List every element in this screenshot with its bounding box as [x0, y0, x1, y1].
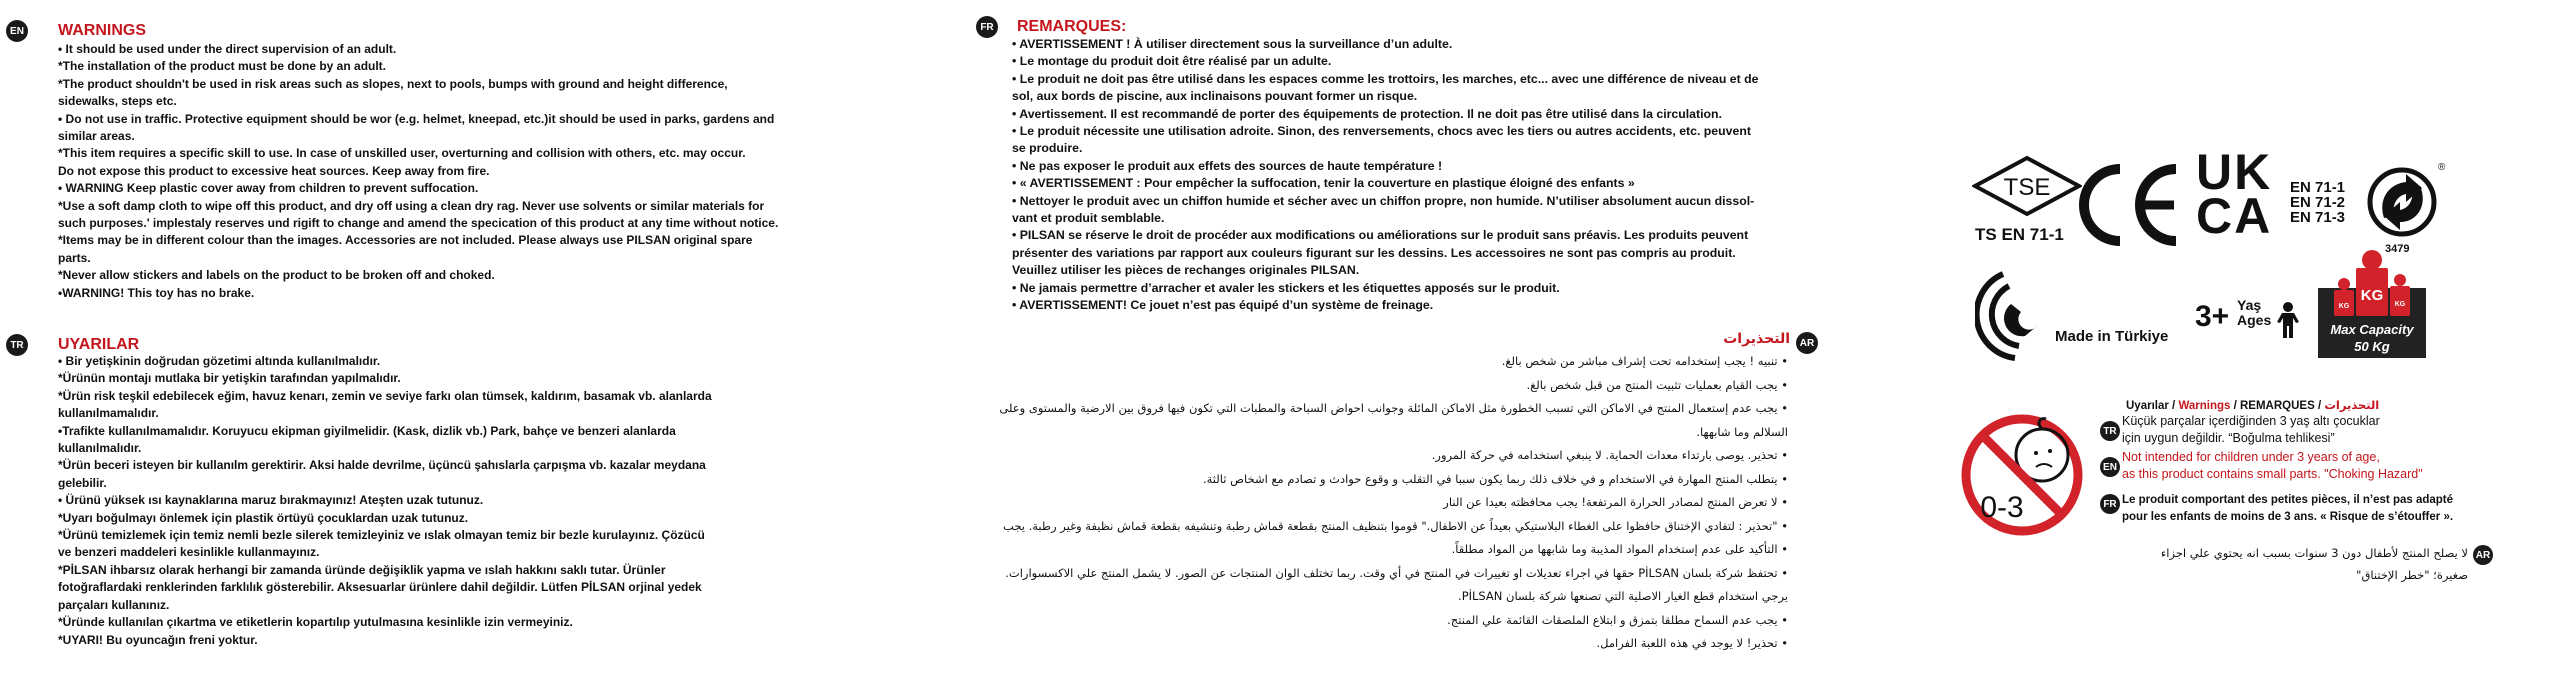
- tr.lines-line: •Trafikte kullanılmamalıdır. Koruyucu ekipman giyilmelidir. (Kask, dizlik vb.) Park, bahçe ve benzeri alanlarda: [58, 423, 676, 438]
- not-for-under-3-icon: [1960, 405, 2084, 545]
- warnings-title-fr: REMARQUES:: [1017, 18, 1127, 35]
- age-number: 3+: [2195, 300, 2230, 333]
- made-in-label: Made in Türkiye: [2055, 328, 2169, 345]
- ar.lines-line: • يجب عدم السماح مطلقا بتمزق و ابتلاع الملصقات القائمة علي المنتج.: [1447, 612, 1788, 627]
- logos.en_standards-line: EN 71-1: [2290, 179, 2346, 196]
- tse-logo-icon: [1972, 155, 2082, 217]
- line: as this product contains small parts. "Choking Hazard": [2122, 467, 2423, 481]
- ar.lines-line: • يجب القيام بعمليات تثبيت المنتج من قبل شخص بالغ.: [1526, 377, 1788, 392]
- tr.lines-line: gelebilir.: [58, 475, 107, 490]
- choking-text-ar: [2161, 542, 2468, 586]
- capacity-line1: Max Capacity: [2330, 322, 2414, 337]
- tr.lines-line: *Üründe kullanılan çıkartma ve etiketlerin kopartılıp yutulmasına kesinlikle izin vermeyiniz.: [58, 615, 573, 630]
- fr.lines-line: • Le montage du produit doit être réalisé par un adulte.: [1012, 54, 1332, 69]
- language-badge-tr-small: TR: [2100, 421, 2120, 441]
- fr.lines-line: • Nettoyer le produit avec un chiffon humide et sécher avec un chiffon propre, non humide. N’utiliser absolument aucun dissol-: [1012, 193, 1755, 208]
- tr.lines-line: *Ürün risk teşkil edebilecek eğim, havuz kenarı, zemin ve seviye farkı olan tümsek, kaldırım, basamak vb. alanlarda: [58, 388, 712, 403]
- warnings-list-en: [58, 41, 778, 302]
- en-standards-list: [2290, 180, 2345, 225]
- ar.lines-line: • تحتفظ شركة بلسان PİLSAN حقها في اجراء تعديلات او تغييرات في المنتج في أي وقت. ربما تختلف الوان المنتجات عن الصور. لا يشمل المنتج علي الاكسسوارات.: [1005, 565, 1788, 580]
- en.lines-line: sidewalks, steps etc.: [58, 94, 177, 109]
- en.lines-line: • Do not use in traffic. Protective equipment should be wor (e.g. helmet, kneepad, etc.)it should be used in parks, gardens and: [58, 111, 775, 126]
- language-badge-fr: FR: [976, 16, 998, 38]
- warnings-list-fr: [1012, 36, 1758, 315]
- fr.lines-line: • Ne pas exposer le produit aux effets des sources de haute température !: [1012, 158, 1443, 173]
- ar.lines-line: • التأكيد على عدم إستخدام المواد المذيبة وما شابهها من المواد مطلقاً.: [1451, 542, 1788, 556]
- en.lines-line: *Items may be in different colour than the images. Accessories are not included. Please always use PILSAN original spare: [58, 233, 753, 248]
- logos.en_standards-line: EN 71-3: [2290, 209, 2346, 226]
- weight-small-label: KG: [2338, 303, 2350, 310]
- ar.lines-line: • لا تعرض المنتج لمصادر الحرارة المرتفعة! يجب محافظته بعيدا عن النار: [1443, 495, 1788, 509]
- tr.lines-line: parçaları kullanınız.: [58, 597, 170, 612]
- capacity-line2: 50 Kg: [2354, 339, 2390, 354]
- line: Le produit comportant des petites pièces, il n’est pas adapté: [2122, 494, 2454, 506]
- language-badge-ar-small: AR: [2473, 545, 2493, 565]
- child-figure-icon: [2277, 302, 2299, 338]
- tr.lines-line: kullanılmalıdır.: [58, 441, 142, 456]
- age-label-tr: Yaş: [2237, 297, 2262, 313]
- en.lines-line: *Never allow stickers and labels on the product to be broken off and choked.: [58, 268, 495, 283]
- ar.lines-line: • تحذير. يوصى بارتداء معدات الحماية. لا ينبغي استخدامه في حركة المرور.: [1431, 448, 1788, 462]
- ar.lines-line: • تحذير! لا يوجد في هذه اللعبة الفرامل.: [1596, 636, 1788, 650]
- ar.lines-line: • تنبيه ! يجب إستخدامه تحت إشراف مباشر من شخص بالغ.: [1501, 354, 1788, 368]
- fr.lines-line: se produire.: [1012, 141, 1083, 156]
- fr.lines-line: sol, aux bords de piscine, aux inclinaisons pouvant former un risque.: [1012, 89, 1418, 104]
- choking-text-fr: [2122, 492, 2453, 526]
- fr.lines-line: • Le produit ne doit pas être utilisé dans les espaces comme les trottoirs, les marches, etc... avec une différence de niveau et de: [1012, 71, 1759, 86]
- en.lines-line: such purposes.' implestaly reserves und rigift to change and amend the specication of this product at any time without notice.: [58, 216, 779, 231]
- en.lines-line: *The installation of the product must be done by an adult.: [58, 59, 387, 74]
- line: Not intended for children under 3 years of age,: [2122, 450, 2380, 464]
- fr.lines-line: • Le produit nécessite une utilisation adroite. Sinon, des renversements, chocs avec les tiers ou autres accidents, etc. peuvent: [1012, 124, 1751, 139]
- ukca-top: UK: [2196, 144, 2273, 200]
- ukca-bottom: CA: [2196, 188, 2273, 244]
- language-badge-en-small: EN: [2100, 457, 2120, 477]
- choking-text-tr: [2122, 413, 2380, 447]
- green-dot-number: 3479: [2385, 243, 2410, 255]
- language-badge-en: EN: [6, 20, 28, 42]
- line: için uygun değildir. “Boğulma tehlikesi”: [2122, 431, 2335, 445]
- sep: /: [2314, 400, 2325, 412]
- age-label-en: Ages: [2237, 312, 2272, 328]
- header-ar: التحذيرات: [2324, 398, 2380, 412]
- tse-text: TSE: [2003, 174, 2051, 201]
- age-label: [2237, 298, 2271, 328]
- max-capacity-icon: [2316, 248, 2428, 360]
- tr.lines-line: *UYARI! Bu oyuncağın freni yoktur.: [58, 632, 258, 647]
- line: pour les enfants de moins de 3 ans. « Risque de s’étouffer ».: [2122, 511, 2454, 523]
- en.lines-line: *This item requires a specific skill to use. In case of unskilled user, overturning and collision with others, etc. may occur.: [58, 146, 746, 161]
- en.lines-line: • It should be used under the direct supervision of an adult.: [58, 42, 397, 56]
- ar.lines-line: السلالم وما شابهها.: [1696, 424, 1788, 439]
- ukca-mark: [2196, 144, 2273, 244]
- en.lines-line: *Use a soft damp cloth to wipe off this product, and dry off using a clean dry rag. Never use solvents or similar materials for: [58, 198, 765, 213]
- warnings-list-tr: [58, 353, 712, 649]
- sep: /: [2168, 400, 2179, 412]
- age-range: 0-3: [1980, 491, 2024, 524]
- ar.lines-line: • يتطلب المنتج المهارة في الاستخدام و في خلاف ذلك ربما يكون سببا في التقلب و وقوع حوادث و تصادم مع اشخاص ثالثة.: [1202, 471, 1788, 486]
- ce-mark-icon: [2076, 163, 2186, 247]
- tr.lines-line: *Ürünün montajı mutlaka bir yetişkin tarafından yapılmalıdır.: [58, 371, 401, 386]
- tr.lines-line: fotoğraflardaki renklerinden farklılık gösterebilir. Aksesuarlar ürünlere dahil değildir. Lütfen PİLSAN orjinal yedek: [58, 580, 702, 595]
- tr.lines-line: • Bir yetişkinin doğrudan gözetimi altında kullanılmalıdır.: [58, 354, 381, 368]
- language-badge-ar: AR: [1796, 332, 1818, 354]
- weight-small-label-2: KG: [2394, 301, 2406, 308]
- registered-mark: ®: [2438, 162, 2446, 173]
- sep: /: [2230, 400, 2240, 412]
- header-fr: REMARQUES: [2240, 400, 2315, 412]
- tr.lines-line: *Uyarı boğulmayı önlemek için plastik örtüyü çocuklardan uzak tutunuz.: [58, 510, 469, 525]
- line: Küçük parçalar içerdiğinden 3 yaş altı çocuklar: [2122, 414, 2380, 428]
- tr.lines-line: *Ürün beceri isteyen bir kullanılm gerektirir. Aksi halde devrilme, üçüncü şahıslarla çarpışma vb. kazalar meydana: [58, 458, 706, 473]
- en.lines-line: Do not expose this product to excessive heat sources. Keep away from fire.: [58, 163, 490, 178]
- en.lines-line: *The product shouldn't be used in risk areas such as slopes, next to pools, bumps with ground and height difference,: [58, 76, 728, 91]
- ar.lines-line: • "تحذير : لتفادي الإختناق حافظوا على الغطاء البلاستيكي بعيداً عن الاطفال." قوموا بتنظيف المنتج بقطعة قماش رطبة وتنشيفه بقطعة قماش نظيفة وغير رطبة. يجب: [1003, 518, 1788, 533]
- tr.lines-line: ve benzeri maddeleri kesinlikle kullanmayınız.: [58, 545, 320, 560]
- tse-standard: TS EN 71-1: [1975, 225, 2064, 244]
- choking-text-en: [2122, 449, 2423, 483]
- warnings-title-ar: التحذيرات: [1723, 331, 1790, 347]
- en.lines-line: similar areas.: [58, 129, 135, 144]
- tr.lines-line: • Ürünü yüksek ısı kaynaklarına maruz bırakmayınız! Ateşten uzak tutunuz.: [58, 493, 484, 508]
- made-in-turkiye-logo-icon: [1975, 270, 2050, 362]
- ar.lines-line: يرجي استخدام قطع الغيار الاصلية التي تصنعها شركة بلسان PİLSAN.: [1458, 589, 1788, 603]
- fr.lines-line: présenter des variations par rapport aux couleurs figurant sur les dessins. Les accessoires ne sont pas compris au produit.: [1012, 245, 1736, 260]
- fr.lines-line: • Ne jamais permettre d’arracher et avaler les stickers et les étiquettes apposés sur le produit.: [1012, 280, 1560, 295]
- line: صغيرة؛ "خطر الإختناق": [2356, 568, 2468, 582]
- fr.lines-line: • « AVERTISSEMENT : Pour empêcher la suffocation, tenir la couverture en plastique éloigné des enfants »: [1012, 176, 1635, 191]
- line: لا يصلح المنتج لأطفال دون 3 سنوات بسبب انه يحتوي علي اجزاء: [2160, 546, 2468, 560]
- weight-big-label: KG: [2360, 287, 2384, 304]
- fr.lines-line: • AVERTISSEMENT! Ce jouet n’est pas équipé d’un système de freinage.: [1012, 298, 1434, 313]
- en.lines-line: • WARNING Keep plastic cover away from children to prevent suffocation.: [58, 181, 479, 196]
- tr.lines-line: *PİLSAN ihbarsız olarak herhangi bir zamanda üründe değişiklik yapma ve ıslah hakkını saklı tutar. Ürünler: [58, 562, 666, 577]
- warnings-title-en: WARNINGS: [58, 22, 146, 39]
- fr.lines-line: vant et produit semblable.: [1012, 211, 1165, 226]
- fr.lines-line: • AVERTISSEMENT ! À utiliser directement sous la surveillance d’un adulte.: [1012, 37, 1453, 51]
- logos.en_standards-line: EN 71-2: [2290, 194, 2346, 211]
- fr.lines-line: • Avertissement. Il est recommandé de porter des équipements de protection. Il ne doit pas être utilisé dans la circulation.: [1012, 106, 1722, 121]
- warnings-list-ar: [999, 350, 1788, 656]
- tr.lines-line: *Ürünü temizlemek için temiz nemli bezle silerek temizleyiniz ve ıslak olmayan temiz bir bezle kurulayınız. Çözücü: [58, 528, 705, 543]
- green-dot-icon: [2366, 160, 2446, 244]
- en.lines-line: •WARNING! This toy has no brake.: [58, 285, 255, 300]
- ar.lines-line: • يجب عدم إستعمال المنتج في الاماكن التي تسبب الخطورة مثل الاماكن المائلة وجوانب احواض السباحة والمطبات التي تكون فيها فروق بين الارضية والمستوى وعلى: [999, 401, 1788, 415]
- language-badge-tr: TR: [6, 334, 28, 356]
- en.lines-line: parts.: [58, 250, 91, 265]
- header-en: Warnings: [2178, 400, 2231, 412]
- warnings-title-tr: UYARILAR: [58, 336, 140, 353]
- fr.lines-line: • PILSAN se réserve le droit de procéder aux modifications ou améliorations sur le produit sans préavis. Les produits peuvent: [1012, 228, 1749, 243]
- language-badge-fr-small: FR: [2100, 494, 2120, 514]
- fr.lines-line: Veuillez utiliser les pièces de rechanges originales PILSAN.: [1012, 263, 1360, 278]
- header-tr: Uyarılar: [2126, 400, 2169, 412]
- tr.lines-line: kullanılmamalıdır.: [58, 406, 159, 421]
